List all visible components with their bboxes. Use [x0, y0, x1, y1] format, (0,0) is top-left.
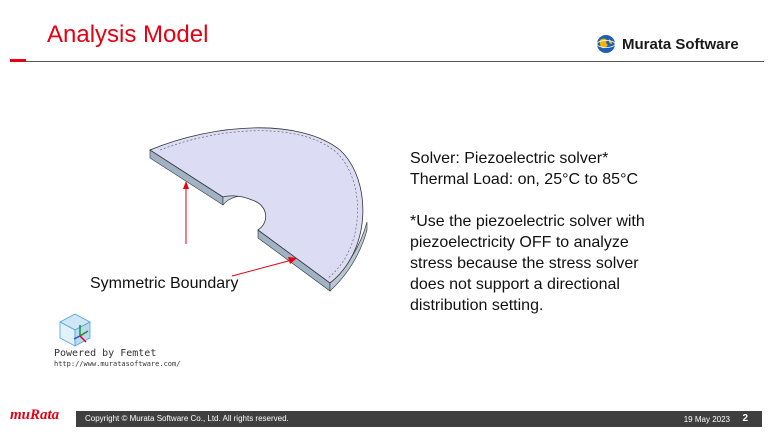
note-line-1: *Use the piezoelectric solver with	[410, 213, 645, 230]
solver-line: Solver: Piezoelectric solver*	[410, 150, 609, 167]
solver-description	[410, 148, 750, 316]
femtet-url: http://www.muratasoftware.com/	[54, 360, 181, 368]
page-title: Analysis Model	[47, 21, 209, 48]
note-line-2: piezoelectricity OFF to analyze	[410, 234, 629, 251]
page-number: 2	[742, 413, 748, 424]
femtet-axes-icon	[50, 312, 100, 348]
femtet-badge	[50, 312, 181, 368]
symmetric-boundary-label: Symmetric Boundary	[90, 275, 239, 292]
logo-text: Murata Software	[622, 35, 739, 53]
femtet-powered-text: Powered by Femtet	[54, 348, 157, 359]
footer-copyright: Copyright © Murata Software Co., Ltd. All rights reserved.	[85, 414, 289, 423]
footer-date: 19 May 2023	[683, 415, 730, 424]
thermal-load-line: Thermal Load: on, 25°C to 85°C	[410, 171, 639, 188]
footer-bar	[76, 411, 762, 427]
note-line-3: stress because the stress solver	[410, 255, 639, 272]
murata-brand-logo: muRata	[10, 407, 60, 423]
model-top-face	[150, 128, 363, 283]
note-line-5: distribution setting.	[410, 297, 544, 314]
half-disk-model	[150, 128, 367, 291]
note-line-4: does not support a directional	[410, 276, 620, 293]
